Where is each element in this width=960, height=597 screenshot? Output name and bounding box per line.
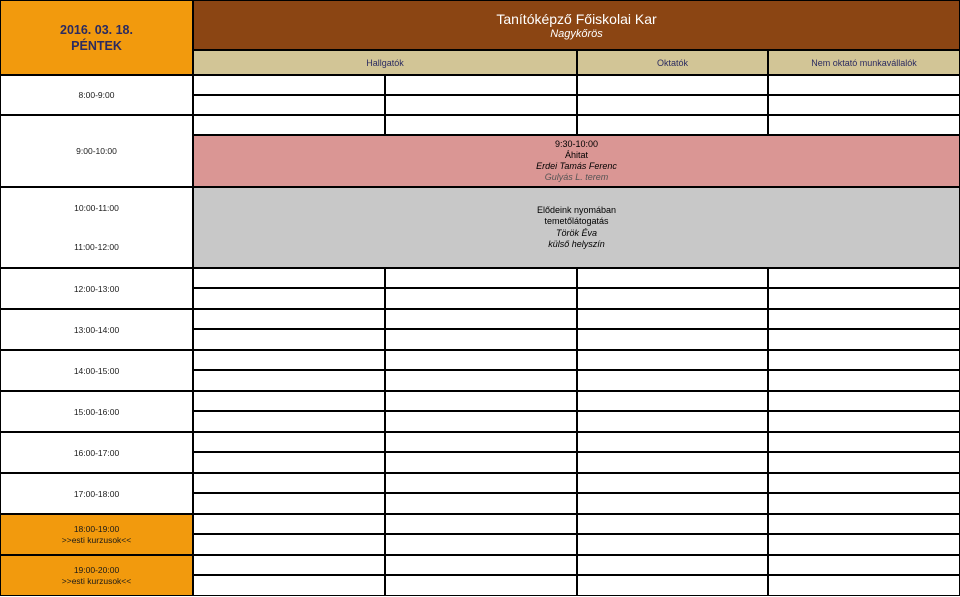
page-subtitle: Nagykőrös — [550, 27, 603, 40]
grid-cell[interactable] — [193, 268, 385, 288]
time-slot-11: 11:00-12:00 — [0, 227, 193, 268]
grid-cell[interactable] — [385, 95, 577, 115]
time-slot-13: 13:00-14:00 — [0, 309, 193, 350]
grid-cell[interactable] — [577, 350, 768, 370]
grid-cell[interactable] — [577, 288, 768, 309]
grid-cell[interactable] — [577, 268, 768, 288]
grid-cell[interactable] — [385, 555, 577, 575]
grid-cell[interactable] — [193, 411, 385, 432]
grid-cell[interactable] — [193, 115, 385, 135]
grid-cell[interactable] — [385, 288, 577, 309]
time-slot-19 — [0, 555, 193, 596]
grid-cell[interactable] — [193, 370, 385, 391]
grid-cell[interactable] — [768, 329, 960, 350]
grid-cell[interactable] — [385, 493, 577, 514]
grid-cell[interactable] — [193, 473, 385, 493]
grid-cell[interactable] — [768, 575, 960, 596]
title-box — [193, 0, 960, 50]
grid-cell[interactable] — [385, 370, 577, 391]
grid-cell[interactable] — [768, 391, 960, 411]
grid-cell[interactable] — [768, 350, 960, 370]
column-header-nem-oktato: Nem oktató munkavállalók — [768, 50, 960, 75]
grid-cell[interactable] — [385, 411, 577, 432]
grid-cell[interactable] — [193, 493, 385, 514]
grid-cell[interactable] — [577, 555, 768, 575]
time-slot-14: 14:00-15:00 — [0, 350, 193, 391]
event-ahitat-person: Erdei Tamás Ferenc — [536, 161, 617, 171]
grid-cell[interactable] — [385, 432, 577, 452]
event-eldeink-location: külső helyszín — [548, 239, 605, 249]
grid-cell[interactable] — [768, 473, 960, 493]
grid-cell[interactable] — [577, 493, 768, 514]
grid-cell[interactable] — [577, 575, 768, 596]
grid-cell[interactable] — [193, 555, 385, 575]
column-header-hallgatok: Hallgatók — [193, 50, 577, 75]
grid-cell[interactable] — [768, 452, 960, 473]
event-eldeink-title-2: temetőlátogatás — [544, 216, 609, 226]
grid-cell[interactable] — [193, 95, 385, 115]
grid-cell[interactable] — [385, 473, 577, 493]
grid-cell[interactable] — [577, 432, 768, 452]
grid-cell[interactable] — [193, 350, 385, 370]
time-slot-18 — [0, 514, 193, 555]
grid-cell[interactable] — [577, 473, 768, 493]
grid-cell[interactable] — [768, 555, 960, 575]
grid-cell[interactable] — [768, 268, 960, 288]
time-slot-15: 15:00-16:00 — [0, 391, 193, 432]
grid-cell[interactable] — [768, 115, 960, 135]
time-slot-8: 8:00-9:00 — [0, 75, 193, 115]
grid-cell[interactable] — [577, 115, 768, 135]
grid-cell[interactable] — [577, 534, 768, 555]
event-ahitat-location: Gulyás L. terem — [544, 172, 609, 182]
grid-cell[interactable] — [768, 370, 960, 391]
grid-cell[interactable] — [385, 268, 577, 288]
grid-cell[interactable] — [577, 370, 768, 391]
grid-cell[interactable] — [385, 452, 577, 473]
time-slot-10: 10:00-11:00 — [0, 187, 193, 227]
grid-cell[interactable] — [193, 329, 385, 350]
date-text: 2016. 03. 18. — [60, 22, 133, 37]
time-slot-16: 16:00-17:00 — [0, 432, 193, 473]
grid-cell[interactable] — [768, 514, 960, 534]
date-box — [0, 0, 193, 75]
grid-cell[interactable] — [768, 288, 960, 309]
day-text: PÉNTEK — [71, 38, 122, 53]
column-header-oktatok: Oktatók — [577, 50, 768, 75]
grid-cell[interactable] — [768, 534, 960, 555]
grid-cell[interactable] — [577, 514, 768, 534]
grid-cell[interactable] — [385, 514, 577, 534]
grid-cell[interactable] — [193, 309, 385, 329]
grid-cell[interactable] — [193, 575, 385, 596]
event-eldeink[interactable] — [193, 187, 960, 268]
time-slot-19-label: 19:00-20:00 — [73, 564, 120, 575]
grid-cell[interactable] — [577, 411, 768, 432]
grid-cell[interactable] — [385, 309, 577, 329]
event-ahitat-title: Áhitat — [564, 150, 588, 160]
grid-cell[interactable] — [577, 75, 768, 95]
event-eldeink-title-1: Elődeink nyomában — [536, 204, 617, 215]
grid-cell[interactable] — [768, 309, 960, 329]
grid-cell[interactable] — [768, 75, 960, 95]
event-eldeink-person: Török Éva — [555, 227, 597, 238]
event-ahitat[interactable] — [193, 135, 960, 187]
evening-note-19: >>esti kurzusok<< — [61, 575, 132, 586]
grid-cell[interactable] — [193, 534, 385, 555]
grid-cell[interactable] — [193, 288, 385, 309]
grid-cell[interactable] — [193, 432, 385, 452]
grid-cell[interactable] — [768, 95, 960, 115]
time-slot-9: 9:00-10:00 — [0, 115, 193, 187]
page-title: Tanítóképző Főiskolai Kar — [496, 10, 657, 27]
time-slot-12: 12:00-13:00 — [0, 268, 193, 309]
grid-cell[interactable] — [768, 411, 960, 432]
grid-cell[interactable] — [193, 514, 385, 534]
grid-cell[interactable] — [385, 75, 577, 95]
time-slot-17: 17:00-18:00 — [0, 473, 193, 514]
grid-cell[interactable] — [768, 432, 960, 452]
grid-cell[interactable] — [385, 115, 577, 135]
grid-cell[interactable] — [385, 350, 577, 370]
event-ahitat-time: 9:30-10:00 — [554, 139, 599, 149]
grid-cell[interactable] — [577, 391, 768, 411]
grid-cell[interactable] — [193, 391, 385, 411]
grid-cell[interactable] — [385, 329, 577, 350]
grid-cell[interactable] — [577, 95, 768, 115]
grid-cell[interactable] — [385, 391, 577, 411]
grid-cell[interactable] — [577, 329, 768, 350]
time-slot-18-label: 18:00-19:00 — [73, 523, 120, 534]
grid-cell[interactable] — [768, 493, 960, 514]
grid-cell[interactable] — [577, 452, 768, 473]
evening-note-18: >>esti kurzusok<< — [61, 534, 132, 545]
grid-cell[interactable] — [193, 75, 385, 95]
grid-cell[interactable] — [385, 575, 577, 596]
grid-cell[interactable] — [193, 452, 385, 473]
grid-cell[interactable] — [385, 534, 577, 555]
grid-cell[interactable] — [577, 309, 768, 329]
